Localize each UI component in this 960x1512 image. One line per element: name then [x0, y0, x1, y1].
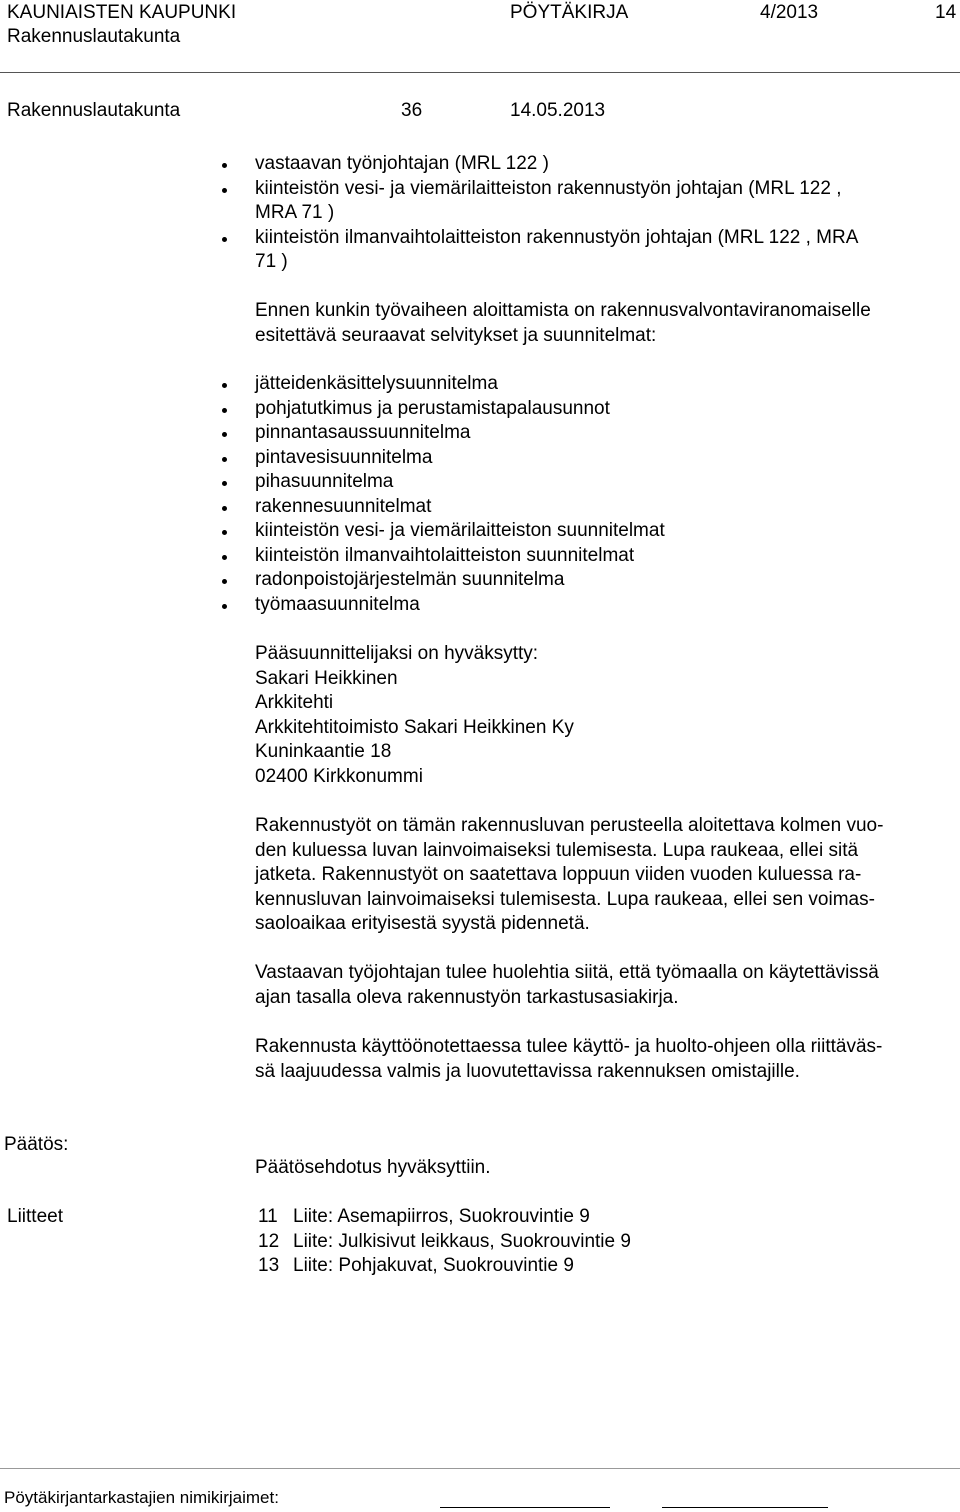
attachment-number: 12 — [258, 1230, 280, 1252]
list-item-continuation: MRA 71 ) — [255, 202, 335, 223]
decision-label: Päätös: — [4, 1134, 69, 1155]
signatures-label: Pöytäkirjantarkastajien nimikirjaimet: — [4, 1488, 279, 1507]
bullet-icon — [222, 383, 227, 388]
list-item: kiinteistön ilmanvaihtolaitteiston rakennustyön johtajan (MRL 122 , MRA — [222, 226, 858, 251]
designer-line: Pääsuunnittelijaksi on hyväksytty: — [255, 643, 539, 664]
header-committee: Rakennuslautakunta — [7, 26, 181, 47]
decision-text: Päätösehdotus hyväksyttiin. — [255, 1157, 491, 1178]
bullet-icon — [222, 163, 227, 168]
list-item: radonpoistojärjestelmän suunnitelma — [222, 568, 665, 593]
signature-line — [662, 1507, 828, 1508]
attachments-label: Liitteet — [7, 1206, 63, 1227]
handover-paragraph: Rakennusta käyttöönotettaessa tulee käyttö- ja huolto-ohjeen olla riittäväs- sä laajuudessa valmis ja luovutettavissa rakennuksen omistajille. — [255, 1036, 883, 1082]
bullet-icon — [222, 481, 227, 486]
list-item: pintavesisuunnitelma — [222, 446, 665, 471]
attachment-text: Liite: Pohjakuvat, Suokrouvintie 9 — [293, 1255, 574, 1276]
designer-line: Arkkitehtitoimisto Sakari Heikkinen Ky — [255, 716, 574, 738]
bullet-icon — [222, 604, 227, 609]
bullet-icon — [222, 506, 227, 511]
bullet-icon — [222, 579, 227, 584]
designer-line: Arkkitehti — [255, 692, 334, 713]
plans-list — [222, 372, 665, 617]
bullet-icon — [222, 530, 227, 535]
designer-line: 02400 Kirkkonummi — [255, 765, 423, 787]
intro-line: Ennen kunkin työvaiheen aloittamista on rakennusvalvontaviranomaiselle — [255, 300, 871, 321]
list-item: pinnantasaussuunnitelma — [222, 421, 665, 446]
bullet-icon — [222, 555, 227, 560]
list-item: pohjatutkimus ja perustamistapalausunnot — [222, 397, 665, 422]
list-item: kiinteistön ilmanvaihtolaitteiston suunnitelmat — [222, 544, 665, 569]
attachment-text: Liite: Asemapiirros, Suokrouvintie 9 — [293, 1206, 590, 1227]
list-item: työmaasuunnitelma — [222, 593, 665, 618]
bullet-icon — [222, 408, 227, 413]
signature-line — [440, 1507, 610, 1508]
list-item: jätteidenkäsittelysuunnitelma — [222, 372, 665, 397]
section-committee: Rakennuslautakunta — [7, 100, 181, 121]
doc-number: 4/2013 — [760, 2, 819, 23]
intro-line: esitettävä seuraavat selvitykset ja suunnitelmat: — [255, 324, 657, 346]
bullet-icon — [222, 188, 227, 193]
section-number: 36 — [401, 100, 423, 121]
org-name: KAUNIAISTEN KAUPUNKI — [7, 2, 237, 23]
list-item: rakennesuunnitelmat — [222, 495, 665, 520]
list-item: pihasuunnitelma — [222, 470, 665, 495]
bullet-icon — [222, 237, 227, 242]
validity-paragraph: Rakennustyöt on tämän rakennusluvan perusteella aloitettava kolmen vuo- den kuluessa luvan lainvoimaiseksi tulemisesta. Lupa raukeaa, ellei sitä jatketa. Rakennustyöt on saatettava loppuun viiden vuoden kuluessa ra- kennusluvan lainvoimaiseksi tulemisesta. Lupa raukeaa, ellei sen voimas- saoloaikaa erityisestä syystä pidennetä. — [255, 815, 884, 934]
section-date: 14.05.2013 — [510, 100, 606, 121]
attachment-text: Liite: Julkisivut leikkaus, Suokrouvintie 9 — [293, 1230, 631, 1252]
bullet-icon — [222, 432, 227, 437]
inspection-paragraph: Vastaavan työjohtajan tulee huolehtia siitä, että työmaalla on käytettävissä ajan tasalla oleva rakennustyön tarkastusasiakirja. — [255, 962, 879, 1008]
list-item: kiinteistön vesi- ja viemärilaitteiston rakennustyön johtajan (MRL 122 , — [222, 177, 858, 202]
list-item: vastaavan työnjohtajan (MRL 122 ) — [222, 152, 858, 177]
list-item: kiinteistön vesi- ja viemärilaitteiston suunnitelmat — [222, 519, 665, 544]
attachment-number: 13 — [258, 1255, 280, 1276]
list-item-continuation: 71 ) — [255, 251, 288, 272]
designer-line: Sakari Heikkinen — [255, 667, 398, 689]
bullet-icon — [222, 457, 227, 462]
doc-type: PÖYTÄKIRJA — [510, 2, 629, 23]
main-designer-block — [255, 642, 955, 789]
footer-divider — [0, 1468, 960, 1469]
designer-line: Kuninkaantie 18 — [255, 741, 392, 762]
page-number: 14 — [935, 2, 957, 23]
supervisor-list — [222, 152, 858, 275]
attachment-number: 11 — [258, 1206, 278, 1227]
header-divider — [0, 72, 960, 73]
